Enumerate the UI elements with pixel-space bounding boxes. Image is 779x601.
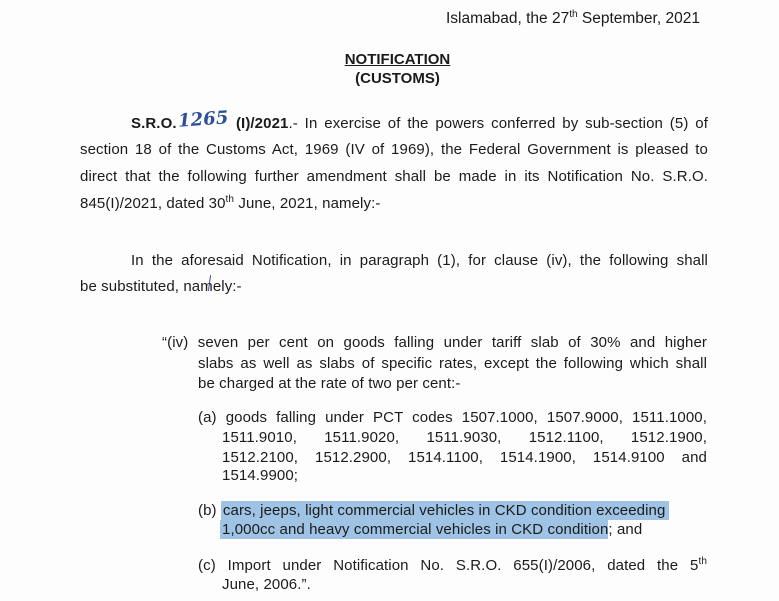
date-superscript: th bbox=[569, 9, 578, 20]
para1-text: .- In exercise of the powers conferred by sub-section (5) of bbox=[288, 115, 708, 132]
clause-iv-line1: “(iv) seven per cent on goods falling under tariff slab of 30% and higher bbox=[162, 334, 707, 351]
item-c-text: (c) Import under Notification No. S.R.O. 655(I)/2006, dated the 5 bbox=[198, 557, 699, 574]
notification-heading: NOTIFICATION bbox=[344, 51, 451, 68]
sro-prefix: S.R.O. bbox=[131, 115, 177, 132]
item-a-line1: (a) goods falling under PCT codes 1507.1000, 1507.9000, 1511.1000, bbox=[198, 409, 707, 426]
para1-line2: section 18 of the Customs Act, 1969 (IV of 1969), the Federal Government is pleased to bbox=[80, 141, 708, 158]
para1-line4-suffix: June, 2021, namely:- bbox=[234, 195, 381, 212]
item-c-line1 bbox=[198, 557, 707, 574]
highlighted-text: 1,000cc and heavy commercial vehicles in CKD condition bbox=[222, 521, 609, 538]
sro-suffix: (I)/2021 bbox=[229, 115, 289, 132]
item-b-suffix: ; and bbox=[608, 521, 643, 538]
para1-line1 bbox=[131, 107, 708, 133]
date-text: Islamabad, the 27 bbox=[446, 10, 570, 27]
para2-line2: be substituted, namely:- bbox=[80, 278, 242, 295]
customs-subtitle: (CUSTOMS) bbox=[355, 70, 440, 87]
sro-number bbox=[131, 107, 289, 132]
para2-line1: In the aforesaid Notification, in paragraph (1), for clause (iv), the following shall bbox=[131, 252, 708, 269]
item-b-line2 bbox=[220, 521, 642, 538]
notification-title bbox=[8, 51, 779, 68]
item-a-line3: 1512.2100, 1512.2900, 1514.1100, 1514.1900, 1514.9100 and bbox=[222, 449, 707, 466]
para1-superscript: th bbox=[225, 194, 235, 205]
date-text-suffix: September, 2021 bbox=[577, 10, 700, 27]
para1-line4-text: 845(I)/2021, dated 30 bbox=[80, 195, 226, 212]
handwritten-sro-number: 1265 bbox=[176, 107, 229, 132]
item-a-line4: 1514.9900; bbox=[222, 467, 299, 484]
item-c-line2: June, 2006.”. bbox=[222, 576, 311, 593]
para1-line3: direct that the following further amendment shall be made in its Notification No. S.R.O. bbox=[80, 168, 708, 185]
item-b-marker: (b) bbox=[198, 502, 221, 519]
clause-iv-line2: slabs as well as slabs of specific rates, except the following which shall bbox=[198, 355, 707, 372]
para1-line4 bbox=[80, 195, 380, 212]
date-line bbox=[446, 10, 700, 28]
clause-iv-line3: be charged at the rate of two per cent:- bbox=[198, 375, 461, 392]
item-a-line2: 1511.9010, 1511.9020, 1511.9030, 1512.1100, 1512.1900, bbox=[222, 429, 707, 446]
item-b-line1 bbox=[198, 502, 669, 519]
highlighted-text: cars, jeeps, light commercial vehicles in CKD condition exceeding bbox=[221, 501, 670, 520]
item-c-superscript: th bbox=[698, 556, 707, 567]
